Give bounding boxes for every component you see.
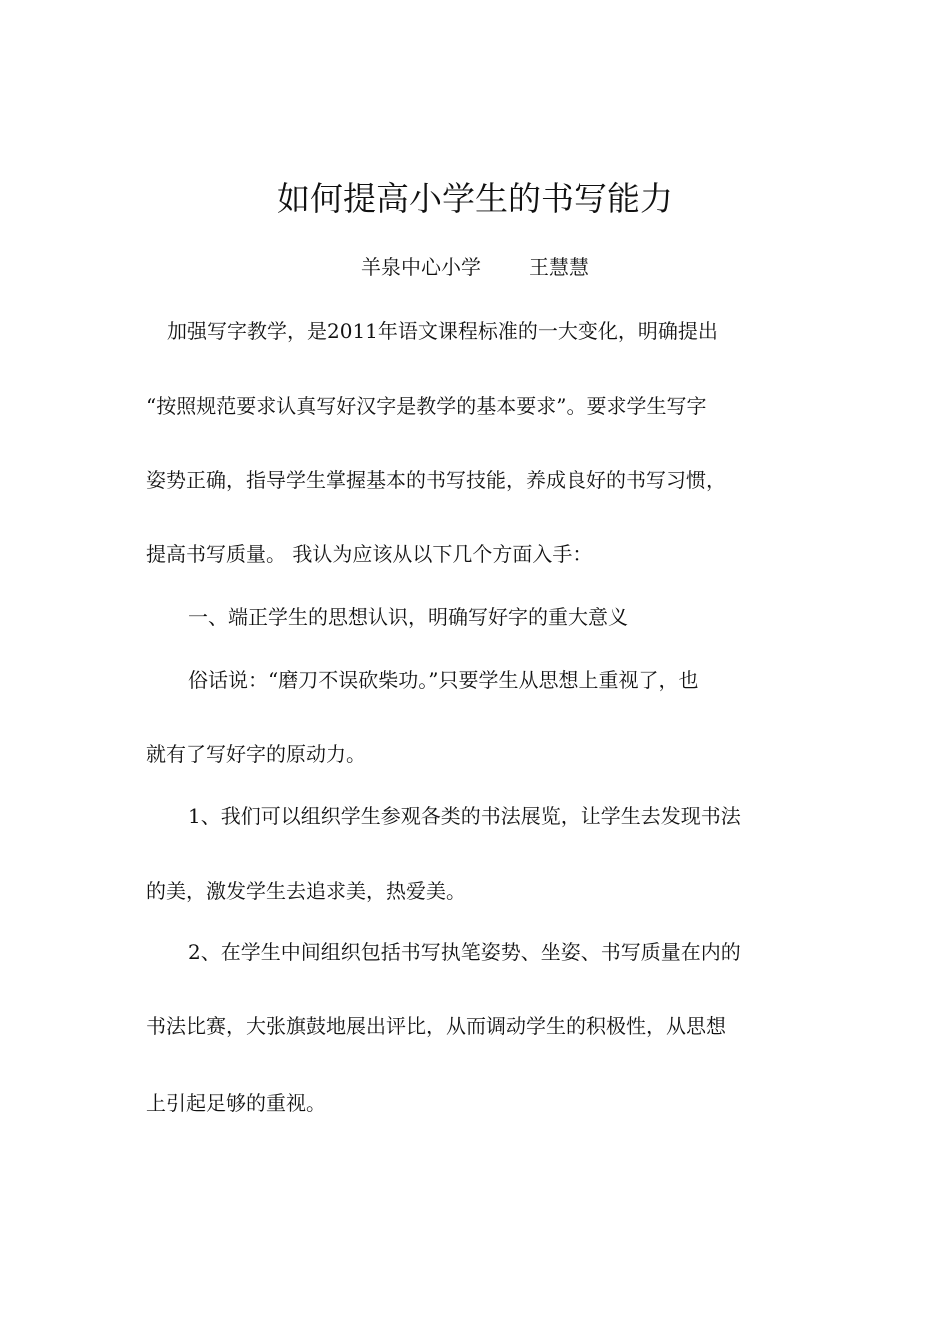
author-name: 王慧慧 <box>529 255 589 279</box>
body-line: 加强写字教学，是2011年语文课程标准的一大变化，明确提出 <box>167 319 718 343</box>
body-line: 的美，激发学生去追求美，热爱美。 <box>146 879 466 903</box>
list-item: 1、我们可以组织学生参观各类的书法展览，让学生去发现书法 <box>188 804 741 828</box>
body-line: 书法比赛，大张旗鼓地展出评比，从而调动学生的积极性，从思想 <box>146 1014 726 1038</box>
author-school: 羊泉中心小学 <box>361 255 481 279</box>
body-line: 就有了写好字的原动力。 <box>146 742 366 766</box>
section-heading: 一、端正学生的思想认识，明确写好字的重大意义 <box>188 605 628 629</box>
body-line: “按照规范要求认真写好汉字是教学的基本要求”。要求学生写字 <box>146 394 707 418</box>
body-line: 姿势正确，指导学生掌握基本的书写技能，养成良好的书写习惯， <box>146 468 726 492</box>
body-line: 提高书写质量。 我认为应该从以下几个方面入手： <box>146 542 593 566</box>
document-title: 如何提高小学生的书写能力 <box>277 179 673 218</box>
body-line: 俗话说：“磨刀不误砍柴功。”只要学生从思想上重视了，也 <box>188 668 699 692</box>
body-line: 上引起足够的重视。 <box>146 1091 326 1115</box>
byline <box>0 252 950 282</box>
list-item: 2、在学生中间组织包括书写执笔姿势、坐姿、书写质量在内的 <box>188 940 741 964</box>
